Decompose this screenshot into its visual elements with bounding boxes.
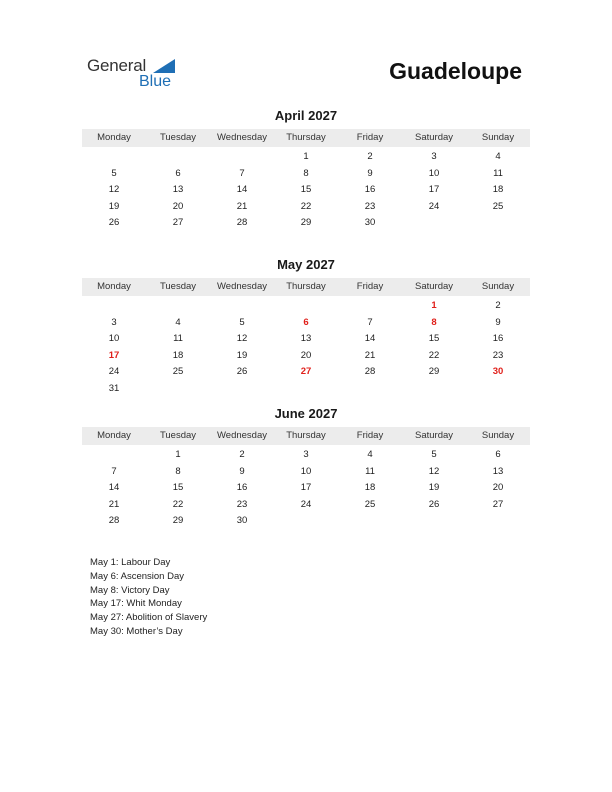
holiday-day-cell: 8 xyxy=(431,316,437,328)
day-cell: 25 xyxy=(492,200,504,212)
day-cell: 1 xyxy=(175,449,181,460)
weekday-label: Friday xyxy=(356,132,384,143)
day-cell: 9 xyxy=(495,316,501,328)
holiday-note: May 1: Labour Day xyxy=(90,557,171,568)
day-cell: 30 xyxy=(364,217,376,229)
day-cell xyxy=(146,298,210,315)
day-cell: 9 xyxy=(367,167,373,179)
weekday-header-row xyxy=(82,427,530,445)
month-title: April 2027 xyxy=(274,108,338,123)
day-cell: 12 xyxy=(236,333,248,345)
weekday-label: Thursday xyxy=(286,281,326,292)
day-cell: 29 xyxy=(300,217,312,229)
day-cell: 2 xyxy=(367,151,373,162)
day-cell: 19 xyxy=(236,349,248,361)
logo-general-text: General xyxy=(87,56,147,75)
month-june xyxy=(82,405,530,530)
day-cell: 3 xyxy=(303,449,309,460)
day-cell: 20 xyxy=(172,200,184,212)
day-cell xyxy=(466,215,530,232)
day-cell: 20 xyxy=(492,482,504,494)
day-cell: 18 xyxy=(492,184,504,196)
holiday-note: May 6: Ascension Day xyxy=(90,570,184,582)
weekday-label: Wednesday xyxy=(217,430,267,441)
country-title: Guadeloupe xyxy=(389,58,522,84)
day-cell: 5 xyxy=(431,449,437,460)
day-cell: 6 xyxy=(495,449,501,460)
day-cell xyxy=(210,381,274,398)
weekday-label: Wednesday xyxy=(217,281,267,292)
day-cell: 2 xyxy=(239,449,245,460)
day-cell: 15 xyxy=(172,482,184,494)
day-cell: 28 xyxy=(236,217,248,229)
month-april xyxy=(82,107,530,232)
holiday-notes xyxy=(90,556,207,639)
day-cell: 5 xyxy=(239,316,245,328)
weekday-label: Friday xyxy=(356,281,384,292)
day-cell: 19 xyxy=(108,200,120,212)
day-cell xyxy=(402,381,466,398)
day-cell: 29 xyxy=(172,515,184,527)
week-row xyxy=(82,331,530,348)
day-cell: 26 xyxy=(236,366,248,378)
day-cell: 19 xyxy=(428,482,440,494)
day-cell: 16 xyxy=(492,333,504,345)
day-cell: 7 xyxy=(111,465,117,477)
holiday-day-cell: 27 xyxy=(300,366,312,378)
day-cell: 23 xyxy=(364,200,376,212)
day-cell xyxy=(274,513,338,530)
day-cell: 11 xyxy=(493,167,503,179)
day-cell: 8 xyxy=(175,465,181,477)
month-title: May 2027 xyxy=(277,257,335,272)
day-cell xyxy=(402,513,466,530)
day-cell: 7 xyxy=(367,316,373,328)
weekday-label: Tuesday xyxy=(159,132,197,143)
week-row xyxy=(82,364,530,381)
day-cell: 7 xyxy=(239,167,245,179)
weekday-header-row xyxy=(82,278,530,296)
holiday-note: May 27: Abolition of Slavery xyxy=(90,612,208,624)
day-cell: 22 xyxy=(428,349,440,361)
day-cell: 21 xyxy=(364,349,376,361)
day-cell: 21 xyxy=(108,498,120,510)
day-cell: 27 xyxy=(172,217,184,229)
day-cell: 29 xyxy=(428,366,440,378)
day-cell: 15 xyxy=(428,333,440,345)
week-row xyxy=(82,215,530,232)
week-row xyxy=(82,298,530,315)
day-cell: 15 xyxy=(300,184,312,196)
day-cell xyxy=(210,149,274,166)
day-cell: 9 xyxy=(239,465,245,477)
holiday-note: May 8: Victory Day xyxy=(90,584,170,596)
weekday-label: Wednesday xyxy=(217,132,267,143)
day-cell: 17 xyxy=(300,482,312,494)
day-cell: 8 xyxy=(303,167,309,179)
week-row xyxy=(82,348,530,365)
day-cell xyxy=(274,298,338,315)
day-cell: 17 xyxy=(428,184,440,196)
day-cell: 31 xyxy=(108,382,120,394)
day-cell: 14 xyxy=(236,184,248,196)
day-cell: 10 xyxy=(428,167,440,179)
day-cell xyxy=(338,513,402,530)
weekday-label: Sunday xyxy=(481,281,515,292)
month-title: June 2027 xyxy=(274,406,338,421)
logo-blue-text: Blue xyxy=(139,73,172,90)
day-cell xyxy=(82,447,146,464)
week-row xyxy=(82,497,530,514)
day-cell: 10 xyxy=(108,333,120,345)
day-cell: 20 xyxy=(300,349,312,361)
week-row xyxy=(82,464,530,481)
week-row xyxy=(82,513,530,530)
day-grid xyxy=(82,149,530,232)
week-row xyxy=(82,199,530,216)
day-cell: 24 xyxy=(428,200,440,212)
week-row xyxy=(82,182,530,199)
weekday-label: Thursday xyxy=(286,430,326,441)
day-cell: 22 xyxy=(300,200,312,212)
holiday-day-cell: 30 xyxy=(492,366,504,378)
day-cell xyxy=(466,513,530,530)
weekday-label: Monday xyxy=(97,281,131,292)
day-cell: 28 xyxy=(364,366,376,378)
week-row xyxy=(82,315,530,332)
holiday-note: May 30: Mother’s Day xyxy=(90,625,183,637)
day-cell: 12 xyxy=(108,184,120,196)
day-cell xyxy=(338,298,402,315)
day-cell: 26 xyxy=(428,498,440,510)
day-cell: 18 xyxy=(364,482,376,494)
day-cell: 28 xyxy=(108,515,120,527)
weekday-label: Tuesday xyxy=(159,430,197,441)
weekday-label: Sunday xyxy=(481,132,515,143)
day-cell: 12 xyxy=(428,465,440,477)
day-cell: 14 xyxy=(364,333,376,345)
week-row xyxy=(82,166,530,183)
day-cell: 11 xyxy=(173,333,183,345)
day-cell: 16 xyxy=(364,184,376,196)
day-cell: 26 xyxy=(108,217,120,229)
holiday-day-cell: 1 xyxy=(431,300,437,311)
day-cell: 30 xyxy=(236,515,248,527)
day-cell: 25 xyxy=(364,498,376,510)
week-row xyxy=(82,480,530,497)
week-row xyxy=(82,381,530,398)
day-cell xyxy=(82,149,146,166)
weekday-label: Friday xyxy=(356,430,384,441)
month-may xyxy=(82,256,530,398)
day-cell xyxy=(146,149,210,166)
holiday-day-cell: 6 xyxy=(303,316,309,328)
week-row xyxy=(82,447,530,464)
day-cell xyxy=(466,381,530,398)
day-cell: 10 xyxy=(300,465,312,477)
day-cell: 1 xyxy=(303,151,309,162)
day-cell: 3 xyxy=(111,316,117,328)
holiday-note: May 17: Whit Monday xyxy=(90,598,182,610)
weekday-label: Saturday xyxy=(414,132,454,143)
day-cell xyxy=(82,298,146,315)
day-cell xyxy=(146,381,210,398)
day-cell: 16 xyxy=(236,482,248,494)
day-cell: 5 xyxy=(111,167,117,179)
weekday-header-row xyxy=(82,129,530,147)
day-cell: 21 xyxy=(236,200,248,212)
day-cell: 27 xyxy=(492,498,504,510)
day-cell: 24 xyxy=(300,498,312,510)
day-cell: 4 xyxy=(495,151,501,162)
day-cell: 22 xyxy=(172,498,184,510)
day-cell: 23 xyxy=(492,349,504,361)
weekday-label: Saturday xyxy=(414,430,454,441)
day-cell xyxy=(338,381,402,398)
holiday-day-cell: 17 xyxy=(108,349,120,361)
day-cell xyxy=(210,298,274,315)
day-cell: 23 xyxy=(236,498,248,510)
day-cell: 4 xyxy=(367,449,373,460)
day-cell xyxy=(274,381,338,398)
general-blue-logo xyxy=(87,56,187,92)
weekday-label: Monday xyxy=(97,430,131,441)
day-cell: 13 xyxy=(172,184,184,196)
day-cell: 4 xyxy=(175,316,181,328)
day-cell: 2 xyxy=(495,300,501,311)
weekday-label: Monday xyxy=(97,132,131,143)
day-grid xyxy=(82,298,530,398)
weekday-label: Saturday xyxy=(414,281,454,292)
day-cell: 13 xyxy=(492,465,504,477)
day-cell: 3 xyxy=(431,151,437,162)
weekday-label: Sunday xyxy=(481,430,515,441)
week-row xyxy=(82,149,530,166)
weekday-label: Tuesday xyxy=(159,281,197,292)
day-cell: 11 xyxy=(365,465,375,477)
day-cell xyxy=(402,215,466,232)
day-cell: 6 xyxy=(175,167,181,179)
day-cell: 13 xyxy=(300,333,312,345)
day-cell: 25 xyxy=(172,366,184,378)
day-cell: 14 xyxy=(108,482,120,494)
day-cell: 18 xyxy=(172,349,184,361)
logo-triangle-icon xyxy=(153,59,175,73)
day-cell: 24 xyxy=(108,366,120,378)
weekday-label: Thursday xyxy=(286,132,326,143)
day-grid xyxy=(82,447,530,530)
